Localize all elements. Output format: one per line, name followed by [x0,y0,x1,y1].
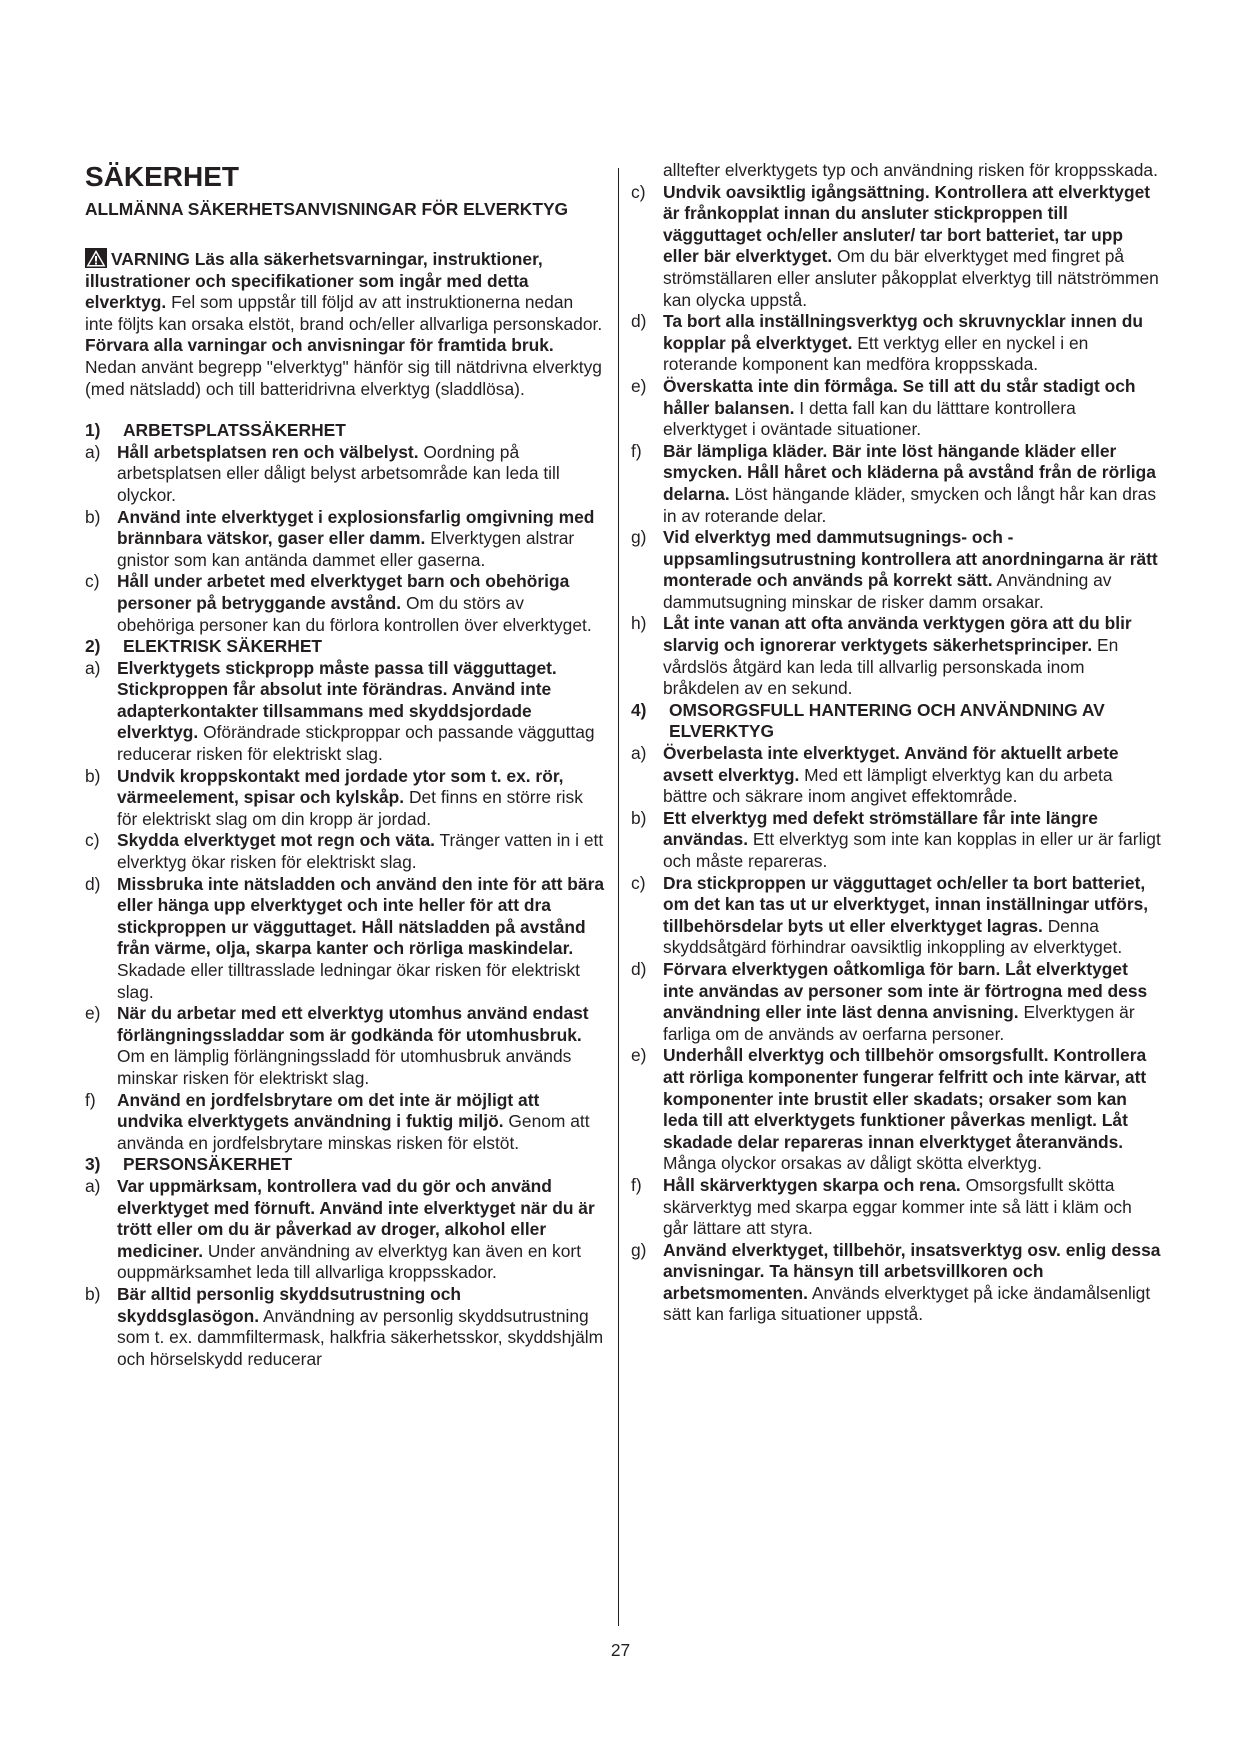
item-letter: c) [631,181,646,202]
item-text: I detta fall kan du lätttare kontrollera elverktyget i oväntade situationer. [663,397,1076,440]
item-bold-text: Överskatta inte din förmåga. Se till att du står stadigt och håller balansen. [663,375,1136,418]
item-letter: f) [85,1089,96,1110]
item-text: Användning av dammutsugning minskar de risker damm orsakar. [663,570,1112,612]
item-bold-text: Var uppmärksam, kontrollera vad du gör och använd elverktyget med förnuft. Använd inte elverktyget när du är trött eller om du är påverkad av droger, alkohol eller mediciner. [117,1175,595,1261]
item-letter: d) [631,311,647,332]
list-item [631,873,1161,959]
item-text: Ett elverktyg som inte kan kopplas in eller ur är farligt och måste repareras. [663,829,1161,871]
item-letter: g) [631,527,647,548]
item-letter: a) [631,743,647,764]
list-item [85,1176,605,1284]
item-text: Om du störs av obehöriga personer kan du förlora kontrollen över elverktyget. [117,592,592,635]
section-heading [85,1154,605,1176]
list-item [85,507,605,572]
list-item [85,874,605,1004]
section-title: ARBETSPLATSSÄKERHET [123,420,346,441]
continued-text: alltefter elverktygets typ och användning risken för kroppsskada. [663,160,1158,180]
item-bold-text: Dra stickproppen ur vägguttaget och/eller ta bort batteriet, om det kan tas ut ur elverktyget, innan inställningar utförs, tillbehörsdelar byts ut eller elverktyget lagras. [663,872,1149,936]
item-bold-text: Bär lämpliga kläder. Bär inte löst hängande kläder eller smycken. Håll håret och kläderna på avstånd från de rörliga delarna. [663,440,1156,504]
item-letter: a) [85,657,101,678]
warning-label: VARNING [111,249,190,269]
warning-text-2: Nedan använt begrepp "elverktyg" hänför sig till nätdrivna elverktyg (med nätsladd) och till batteridrivna elverktyg (sladdlösa). [85,356,602,399]
item-bold-text: Elverktygets stickpropp måste passa till vägguttaget. Stickproppen får absolut inte förändras. Använd inte adapterkontakter tillsammans med skyddsjordade elverktyg. [117,657,557,743]
item-text: Elverktygen är farliga om de används av oerfarna personer. [663,1002,1135,1044]
item-bold-text: Låt inte vanan att ofta använda verktygen göra att du blir slarvig och ignorerar verktygets säkerhetsprinciper. [663,613,1132,656]
section-heading [85,420,605,442]
item-letter: h) [631,613,647,634]
column-divider [618,168,619,1626]
list-item [631,182,1161,312]
list-item [631,743,1161,808]
item-letter: c) [85,830,100,851]
section-number: 2) [85,636,101,657]
item-bold-text: Vid elverktyg med dammutsugnings- och -uppsamlingsutrustning kontrollera att anordningarna är rätt monterade och används på korrekt sätt. [663,527,1158,591]
item-letter: d) [631,958,647,979]
item-bold-text: Använd inte elverktyget i explosionsfarlig omgivning med brännbara vätskor, gaser eller damm. [117,506,595,549]
item-text: Många olyckor orsakas av dåligt skötta elverktyg. [663,1153,1042,1174]
item-text: Under användning av elverktyg kan även en kort ouppmärksamhet leda till allvarliga kroppsskador. [117,1240,582,1283]
item-letter: d) [85,873,101,894]
item-text: Användning av personlig skyddsutrustning som t. ex. dammfiltermask, halkfria säkerhetsskor, skyddshjälm och hörselskydd reducerar [117,1305,604,1369]
item-text: Genom att använda en jordfelsbrytare minskas risken för elstöt. [117,1111,590,1153]
item-text: Omsorgsfullt skötta skärverktyg med skarpa eggar kommer inte så lätt i kläm och går lättare att styra. [663,1174,1132,1239]
item-bold-text: Använd elverktyget, tillbehör, insatsverktyg osv. enlig dessa anvisningar. Ta hänsyn till arbetsvillkoren och arbetsmomenten. [663,1239,1161,1303]
item-letter: f) [631,1174,642,1195]
list-item [631,1175,1161,1240]
item-letter: c) [85,571,100,592]
item-text: Skadade eller tilltrasslade ledningar ökar risken för elektriskt slag. [117,960,581,1002]
item-bold-text: Bär alltid personlig skyddsutrustning och skyddsglasögon. [117,1283,461,1326]
list-item [85,830,605,873]
section-number: 4) [631,699,647,720]
item-letter: b) [85,1283,101,1304]
list-item [631,527,1161,613]
item-bold-text: Använd en jordfelsbrytare om det inte är möjligt att undvika elverktygets användning i fuktig miljö. [117,1089,540,1132]
item-text: Oordning på arbetsplatsen eller dåligt belyst arbetsområde kan leda till olyckor. [117,441,560,505]
item-text: Denna skyddsåtgärd förhindrar oavsiktlig inkoppling av elverktyget. [663,915,1123,958]
item-letter: b) [85,506,101,527]
item-letter: e) [85,1003,101,1024]
page-subtitle: ALLMÄNNA SÄKERHETSANVISNINGAR FÖR ELVERKTYG [85,199,569,219]
item-text: Används elverktyget på icke ändamålsenligt sätt kan farliga situationer uppstå. [663,1282,1151,1325]
list-item [631,808,1161,873]
item-bold-text: Håll skärverktygen skarpa och rena. [663,1174,961,1195]
list-item [85,1284,605,1370]
item-text: Ett verktyg eller en nyckel i en roterande komponent kan medföra kroppsskada. [663,332,1089,375]
list-item [631,1045,1161,1175]
item-letter: e) [631,375,647,396]
item-text: Tränger vatten in i ett elverktyg ökar risken för elektriskt slag. [117,830,604,873]
page-title: SÄKERHET [85,161,240,192]
left-sections [85,420,605,1370]
item-text: Det finns en större risk för elektriskt slag om din kropp är jordad. [117,787,583,829]
item-text: Oförändrade stickproppar och passande vägguttag reducerar risken för elektriskt slag. [117,722,595,765]
list-item [85,658,605,766]
item-bold-text: Håll under arbetet med elverktyget barn och obehöriga personer på betryggande avstånd. [117,571,570,613]
item-bold-text: Missbruka inte nätsladden och använd den inte för att bära eller hänga upp elverktyget och inte heller för att dra stickproppen ur vägguttaget. Håll nätsladden på avstånd från värme, olja, skarpa kanter och rörliga maskindelar. [117,873,605,959]
list-item [85,442,605,507]
section-heading [85,636,605,658]
section-4-items [631,743,1161,1326]
section-title: ELEKTRISK SÄKERHET [123,636,323,657]
item-letter: b) [85,765,101,786]
item-text: Om en lämplig förlängningssladd för utomhusbruk används minskar risken för elektriskt slag. [117,1046,572,1088]
list-item [85,571,605,636]
item-bold-text: Underhåll elverktyg och tillbehör omsorgsfullt. Kontrollera att rörliga komponenter fungerar felfritt och inte kärvar, att komponenter inte brustit eller skadats; orsaker som kan leda till att elverktygets funktioner påverkas menligt. Låt skadade delar repareras innan elverktyget återanvänds. [663,1045,1147,1152]
item-text: Om du bär elverktyget med fingret på strömställaren eller ansluter påkopplat elverktyg till nätströmmen kan olycka uppstå. [663,246,1159,310]
warning-triangle-icon [85,248,107,268]
list-item [85,1003,605,1089]
section-title: PERSONSÄKERHET [123,1154,293,1175]
item-bold-text: Ett elverktyg med defekt strömställare får inte längre användas. [663,807,1098,850]
left-column [85,160,605,1370]
list-item [631,1240,1161,1326]
item-letter: a) [85,441,101,462]
item-letter: a) [85,1175,101,1196]
section-heading [631,700,1161,743]
list-item [631,959,1161,1045]
right-column [631,160,1161,1326]
list-item [631,441,1161,527]
warning-bold-2: Förvara alla varningar och anvisningar för framtida bruk. [85,335,554,356]
page-number: 27 [610,1640,631,1660]
warning-bold-1: Läs alla säkerhetsvarningar, instruktioner, illustrationer och specifikationer som ingår med detta elverktyg. [85,249,543,313]
item-text: Med ett lämpligt elverktyg kan du arbeta bättre och säkrare inom angivet effektområde. [663,764,1113,807]
item-bold-text: Ta bort alla inställningsverktyg och skruvnycklar innen du kopplar på elverktyget. [663,311,1143,353]
section-number: 3) [85,1154,101,1175]
section-number: 1) [85,420,101,441]
right-items [631,182,1161,700]
item-bold-text: Förvara elverktygen oåtkomliga för barn. Låt elverktyget inte användas av personer som inte är förtrogna med dess användning eller inte läst denna anvisning. [663,958,1148,1023]
item-bold-text: Överbelasta inte elverktyget. Använd för aktuellt arbete avsett elverktyg. [663,743,1119,785]
list-item [631,613,1161,699]
list-item [85,1090,605,1155]
item-letter: e) [631,1045,647,1066]
item-bold-text: När du arbetar med ett elverktyg utomhus använd endast förlängningssladdar som är godkända för utomhusbruk. [117,1003,589,1045]
item-text: En vårdslös åtgärd kan leda till allvarlig personskada inom bråkdelen av en sekund. [663,635,1119,699]
item-text: Elverktygen alstrar gnistor som kan antända dammet eller gaserna. [117,528,575,570]
list-item [631,376,1161,441]
item-bold-text: Håll arbetsplatsen ren och välbelyst. [117,441,419,462]
list-item [631,311,1161,376]
item-letter: c) [631,872,646,893]
warning-paragraph [85,248,605,400]
item-bold-text: Undvik oavsiktlig igångsättning. Kontrollera att elverktyget är frånkopplat innan du ansluter stickproppen till vägguttaget och/eller ansluter/ tar bort batteriet, tar upp eller bär elverktyget. [663,181,1151,267]
item-letter: b) [631,807,647,828]
item-letter: g) [631,1239,647,1260]
warning-text-1: Fel som uppstår till följd av att instruktionerna nedan inte följts kan orsaka elstöt, brand och/eller allvarliga personskador. [85,292,603,334]
item-bold-text: Undvik kroppskontakt med jordade ytor som t. ex. rör, värmeelement, spisar och kylskåp. [117,765,564,808]
item-letter: f) [631,440,642,461]
list-item [85,766,605,831]
item-bold-text: Skydda elverktyget mot regn och väta. [117,830,435,851]
section-title: OMSORGSFULL HANTERING OCH ANVÄNDNING AV ELVERKTYG [669,699,1105,742]
item-text: Löst hängande kläder, smycken och långt hår kan dras in av roterande delar. [663,483,1157,526]
